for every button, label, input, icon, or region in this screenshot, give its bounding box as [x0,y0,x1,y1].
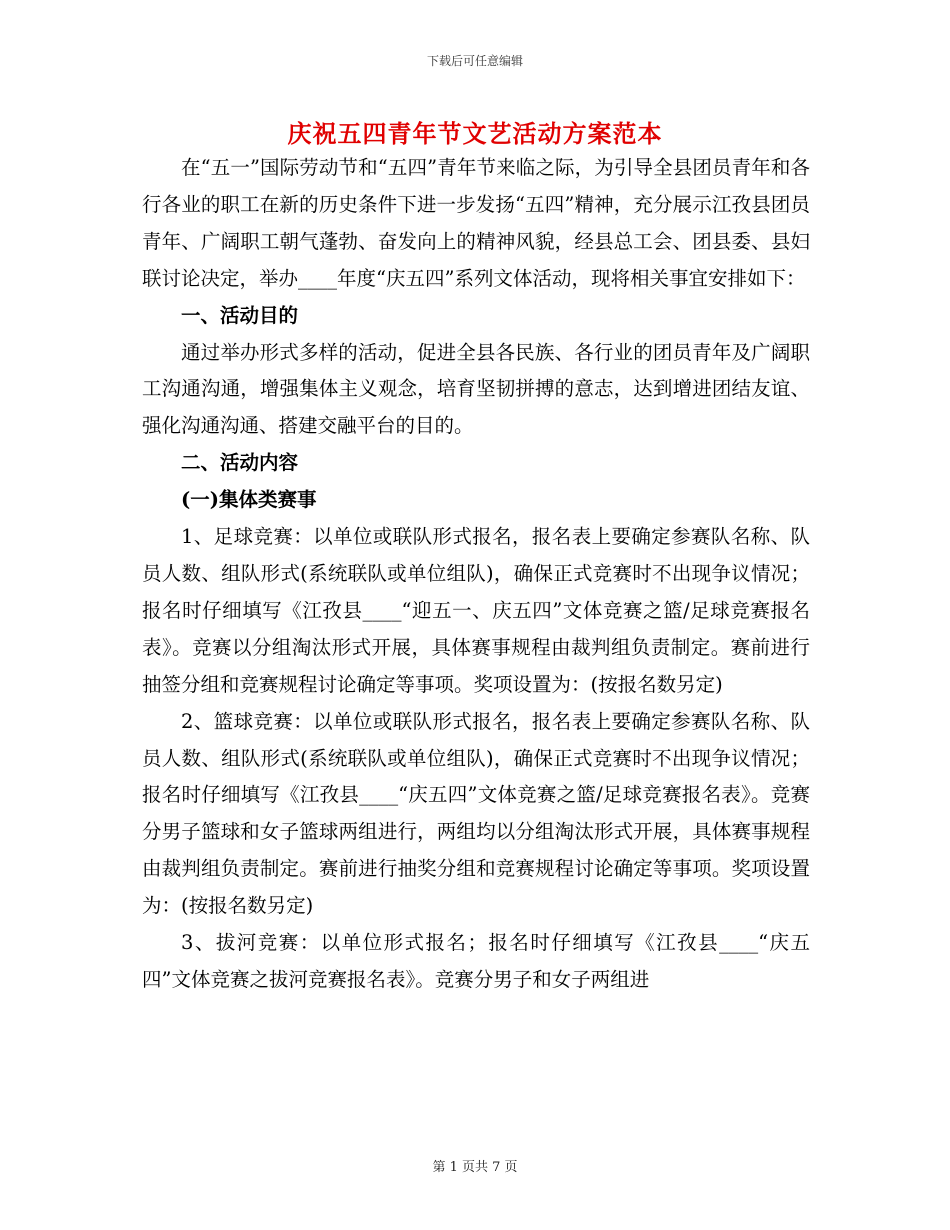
item-football: 1、足球竞赛：以单位或联队形式报名，报名表上要确定参赛队名称、队员人数、组队形式(系统联队或单位组队)，确保正式竞赛时不出现争议情况；报名时仔细填写《江孜县____“迎五一、庆五四”文体竞赛之篮/足球竞赛报名表》。竞赛以分组淘汰形式开展，具体赛事规程由裁判组负责制定。赛前进行抽签分组和竞赛规程讨论确定等事项。奖项设置为：(按报名数另定) [142,525,810,696]
item-tug-of-war: 3、拔河竞赛：以单位形式报名；报名时仔细填写《江孜县____“庆五四”文体竞赛之拔河竞赛报名表》。竞赛分男子和女子两组进 [142,931,810,991]
header-note: 下载后可任意编辑 [426,54,523,68]
document-title: 庆祝五四青年节文艺活动方案范本 [287,119,663,148]
section-heading-content: 二、活动内容 [181,451,299,475]
purpose-paragraph: 通过举办形式多样的活动，促进全县各民族、各行业的团员青年及广阔职工沟通沟通，增强集体主义观念，培育坚韧拼搏的意志，达到增进团结友谊、强化沟通沟通、搭建交融平台的目的。 [142,340,810,438]
item-basketball: 2、篮球竞赛：以单位或联队形式报名，报名表上要确定参赛队名称、队员人数、组队形式(系统联队或单位组队)，确保正式竞赛时不出现争议情况；报名时仔细填写《江孜县____“庆五四”文体竞赛之篮/足球竞赛报名表》。竞赛分男子篮球和女子篮球两组进行，两组均以分组淘汰形式开展，具体赛事规程由裁判组负责制定。赛前进行抽奖分组和竞赛规程讨论确定等事项。奖项设置为：(按报名数另定) [142,709,810,918]
intro-paragraph: 在“五一”国际劳动节和“五四”青年节来临之际，为引导全县团员青年和各行各业的职工在新的历史条件下进一步发扬“五四”精神，充分展示江孜县团员青年、广阔职工朝气蓬勃、奋发向上的精神风貌，经县总工会、团县委、县妇联讨论决定，举办____年度“庆五四”系列文体活动，现将相关事宜安排如下： [142,156,810,290]
sub-heading-group-events: (一)集体类赛事 [181,488,317,512]
section-heading-purpose: 一、活动目的 [181,303,299,327]
page-number: 第 1 页共 7 页 [432,1160,518,1175]
document-body [142,150,810,999]
